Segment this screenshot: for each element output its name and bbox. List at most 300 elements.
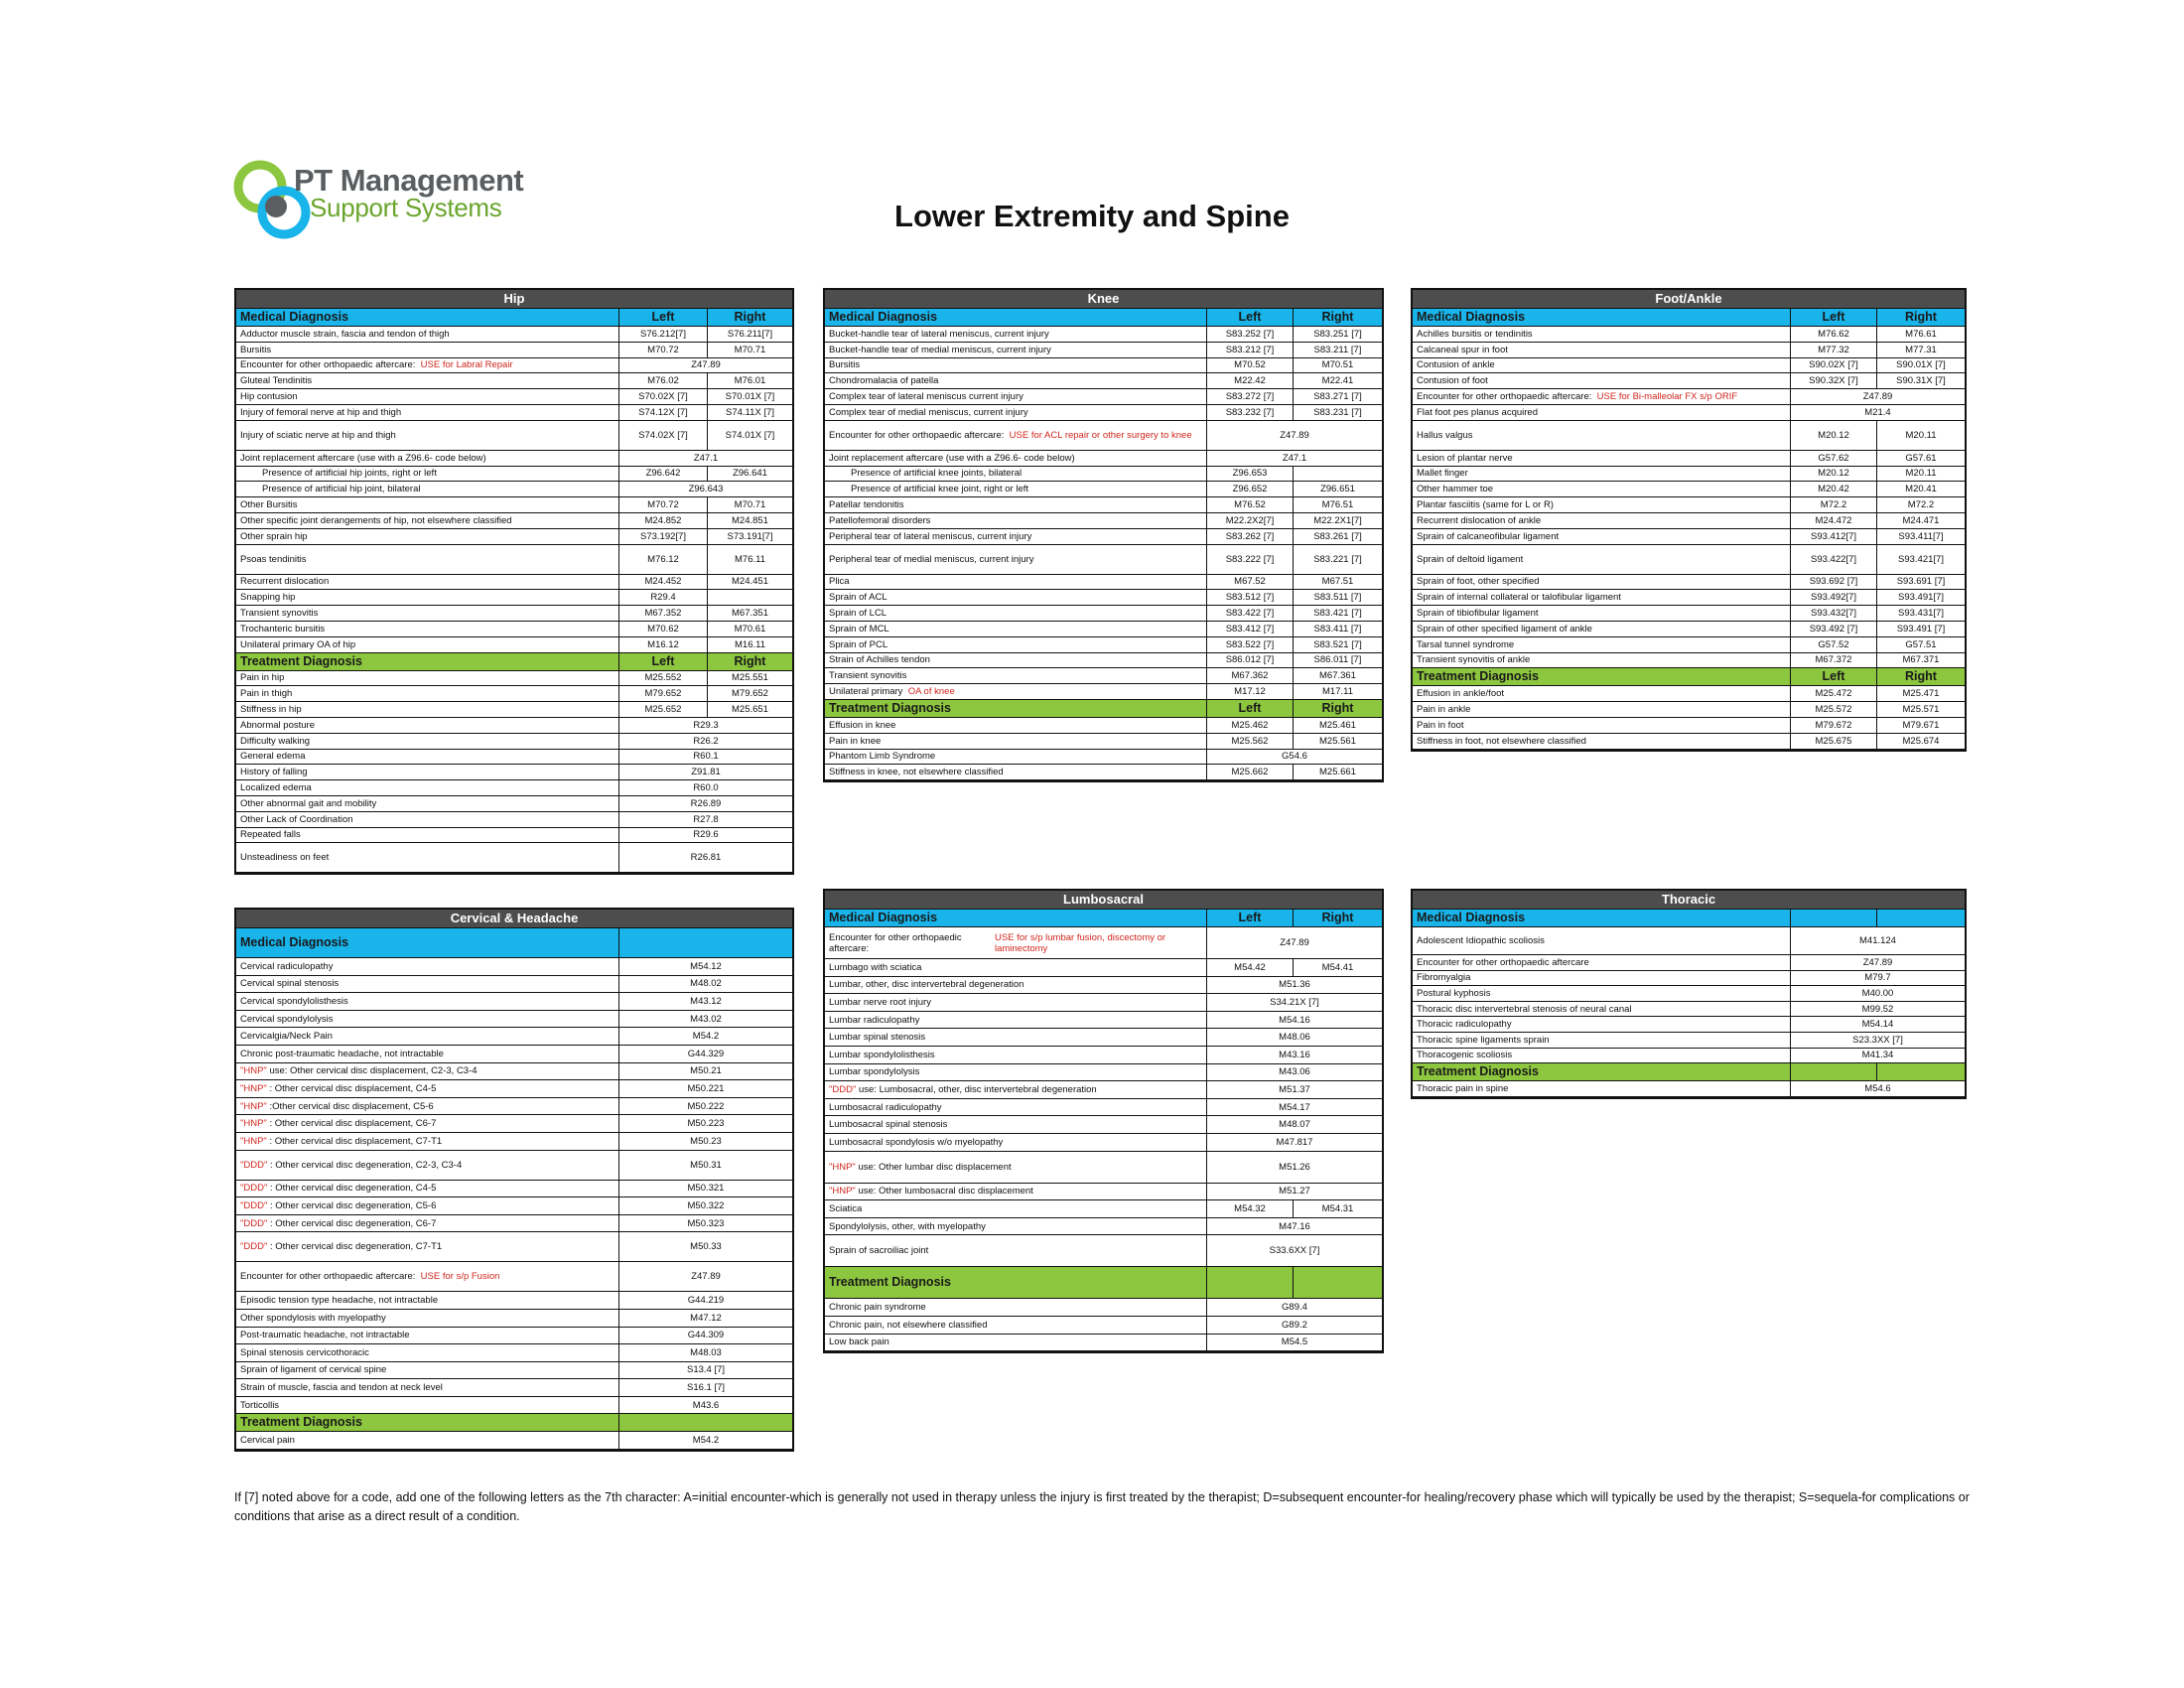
diagnosis-text: Thoracic pain in spine <box>1417 1082 1509 1094</box>
diagnosis-text: Other specific joint derangements of hip, not elsewhere classified <box>240 514 512 526</box>
diagnosis-label <box>1413 606 1791 622</box>
diagnosis-label <box>1413 451 1791 467</box>
diagnosis-text-continued: : Other cervical disc degeneration, C5-6 <box>269 1199 437 1211</box>
code-both-sides: Z47.89 <box>1207 927 1382 959</box>
diagnosis-note: "DDD" <box>240 1217 268 1229</box>
diagnosis-text: Lesion of plantar nerve <box>1417 452 1513 464</box>
diagnosis-label <box>825 590 1207 606</box>
code-right: M20.41 <box>1877 482 1965 497</box>
diagnosis-label <box>1413 575 1791 591</box>
diagnosis-label <box>236 575 619 591</box>
diagnosis-label <box>1413 343 1791 358</box>
diagnosis-text: Encounter for other orthopaedic aftercare: <box>1417 391 1592 403</box>
diagnosis-text: Calcaneal spur in foot <box>1417 344 1508 355</box>
diagnosis-label <box>236 327 619 343</box>
diagnosis-label <box>1413 482 1791 497</box>
table-header-label: Treatment Diagnosis <box>825 1267 1207 1299</box>
diagnosis-text: Lumbosacral radiculopathy <box>829 1101 942 1113</box>
diagnosis-label <box>825 668 1207 684</box>
diagnosis-text: Presence of artificial hip joint, bilateral <box>262 484 421 495</box>
diagnosis-text: Trochanteric bursitis <box>240 623 326 634</box>
diagnosis-table <box>236 309 792 873</box>
diagnosis-text: Bursitis <box>829 359 861 371</box>
code-left: S76.212[7] <box>619 327 708 343</box>
diagnosis-label <box>236 780 619 796</box>
diagnosis-text: Other abnormal gait and mobility <box>240 797 377 809</box>
diagnosis-label <box>825 1064 1207 1082</box>
code-right: S83.261 [7] <box>1294 529 1382 545</box>
code-both-sides: R29.6 <box>619 828 792 844</box>
code-right: M77.31 <box>1877 343 1965 358</box>
code-both-sides: Z96.643 <box>619 482 792 497</box>
diagnosis-label <box>1413 590 1791 606</box>
diagnosis-note: "HNP" <box>240 1118 267 1130</box>
diagnosis-note: "DDD" <box>240 1199 268 1211</box>
diagnosis-text: Cervical radiculopathy <box>240 960 334 972</box>
code-both-sides: R26.2 <box>619 734 792 750</box>
code-right: M54.31 <box>1294 1200 1382 1218</box>
code-right: S83.411 [7] <box>1294 622 1382 637</box>
code-both-sides: M43.16 <box>1207 1047 1382 1064</box>
diagnosis-label <box>1413 545 1791 575</box>
diagnosis-label <box>1413 327 1791 343</box>
code-right: M67.371 <box>1877 653 1965 669</box>
diagnosis-text: Lumbar spondylolysis <box>829 1066 920 1078</box>
code-both-sides: Z47.1 <box>1207 451 1382 467</box>
code-left: M20.12 <box>1791 467 1877 483</box>
diagnosis-label <box>236 1232 619 1262</box>
diagnosis-label <box>236 1328 619 1345</box>
diagnosis-label <box>236 796 619 812</box>
diagnosis-text: Hallus valgus <box>1417 429 1473 441</box>
diagnosis-text-continued: use: Lumbosacral, other, disc intervertebral degeneration <box>858 1083 1097 1095</box>
code-both-sides: S16.1 [7] <box>619 1379 792 1397</box>
code-left: M20.42 <box>1791 482 1877 497</box>
code-right: M76.01 <box>708 373 792 389</box>
section-title: Knee <box>825 290 1382 309</box>
diagnosis-label <box>825 718 1207 734</box>
diagnosis-text: Effusion in knee <box>829 719 896 731</box>
diagnosis-label <box>825 575 1207 591</box>
code-both-sides: M54.14 <box>1791 1017 1965 1033</box>
code-right: M70.71 <box>708 497 792 513</box>
diagnosis-label <box>825 482 1207 497</box>
diagnosis-label <box>236 421 619 451</box>
code-both-sides: G44.329 <box>619 1046 792 1063</box>
diagnosis-text: Other spondylosis with myelopathy <box>240 1312 386 1324</box>
code-left: M22.2X2[7] <box>1207 513 1294 529</box>
page-title: Lower Extremity and Spine <box>894 199 1290 233</box>
diagnosis-text: Encounter for other orthopaedic aftercare <box>1417 956 1589 968</box>
code-both-sides: G89.2 <box>1207 1317 1382 1335</box>
code-left: M16.12 <box>619 637 708 653</box>
diagnosis-text: Contusion of foot <box>1417 375 1488 387</box>
table-header-label: Medical Diagnosis <box>236 928 619 958</box>
code-right: M76.61 <box>1877 327 1965 343</box>
code-right: M70.61 <box>708 622 792 637</box>
diagnosis-text: Localized edema <box>240 782 312 794</box>
diagnosis-label <box>825 684 1207 700</box>
diagnosis-text: Strain of muscle, fascia and tendon at neck level <box>240 1382 443 1394</box>
diagnosis-text: Adolescent Idiopathic scoliosis <box>1417 935 1545 946</box>
table-header-right: Right <box>1877 668 1965 686</box>
diagnosis-text: Unsteadiness on feet <box>240 852 330 864</box>
code-left: Z96.642 <box>619 467 708 483</box>
code-both-sides: M50.23 <box>619 1133 792 1151</box>
code-right: M67.51 <box>1294 575 1382 591</box>
diagnosis-text: Recurrent dislocation <box>240 576 330 588</box>
section-title: Foot/Ankle <box>1413 290 1965 309</box>
code-both-sides: M43.06 <box>1207 1064 1382 1082</box>
table-header-left: Left <box>1207 309 1294 327</box>
code-left: M25.462 <box>1207 718 1294 734</box>
code-left: M76.02 <box>619 373 708 389</box>
code-left: M70.72 <box>619 343 708 358</box>
diagnosis-text: Cervical spondylolysis <box>240 1013 334 1025</box>
code-left: S93.412[7] <box>1791 529 1877 545</box>
diagnosis-text: Joint replacement aftercare (use with a Z96.6- code below) <box>240 452 486 464</box>
code-both-sides: G89.4 <box>1207 1299 1382 1317</box>
table-header-right: Right <box>708 309 792 327</box>
diagnosis-text: Plantar fasciitis (same for L or R) <box>1417 499 1554 511</box>
diagnosis-label <box>825 1200 1207 1218</box>
diagnosis-text: Stiffness in knee, not elsewhere classified <box>829 767 1004 778</box>
diagnosis-text: Other Lack of Coordination <box>240 813 353 825</box>
diagnosis-text: Lumbago with sciatica <box>829 961 922 973</box>
diagnosis-text-continued: use: Other lumbosacral disc displacement <box>858 1186 1033 1197</box>
code-both-sides: G54.6 <box>1207 750 1382 766</box>
diagnosis-label <box>825 1335 1207 1352</box>
code-both-sides: S34.21X [7] <box>1207 994 1382 1012</box>
diagnosis-text: Encounter for other orthopaedic aftercare: <box>829 429 1005 441</box>
code-right: M16.11 <box>708 637 792 653</box>
code-left: S90.02X [7] <box>1791 358 1877 374</box>
diagnosis-label <box>236 467 619 483</box>
diagnosis-label <box>236 1215 619 1233</box>
diagnosis-label <box>825 1012 1207 1030</box>
diagnosis-text: Transient synovitis <box>240 608 319 620</box>
diagnosis-label <box>1413 686 1791 702</box>
diagnosis-label <box>825 606 1207 622</box>
diagnosis-note: "DDD" <box>240 1241 268 1253</box>
table-header-label: Medical Diagnosis <box>825 910 1207 927</box>
code-left: M24.472 <box>1791 513 1877 529</box>
code-left: S74.12X [7] <box>619 405 708 421</box>
code-left: Z96.653 <box>1207 467 1294 483</box>
code-both-sides: M47.12 <box>619 1310 792 1328</box>
diagnosis-text: Repeated falls <box>240 829 301 841</box>
code-left: S93.492[7] <box>1791 590 1877 606</box>
code-both-sides: M50.31 <box>619 1151 792 1181</box>
diagnosis-note: "HNP" <box>240 1135 267 1147</box>
code-right: M22.2X1[7] <box>1294 513 1382 529</box>
code-both-sides: R27.8 <box>619 812 792 828</box>
diagnosis-label <box>1413 405 1791 421</box>
code-both-sides: Z47.89 <box>619 1262 792 1292</box>
diagnosis-text: Other hammer toe <box>1417 484 1494 495</box>
diagnosis-text-continued: : Other cervical disc displacement, C6-7 <box>269 1118 437 1130</box>
diagnosis-text: Thoracogenic scoliosis <box>1417 1050 1513 1061</box>
code-left: M25.472 <box>1791 686 1877 702</box>
code-right: M25.461 <box>1294 718 1382 734</box>
code-both-sides: M48.03 <box>619 1344 792 1362</box>
diagnosis-table <box>1413 309 1965 750</box>
diagnosis-text: Bursitis <box>240 344 272 355</box>
code-right: M67.361 <box>1294 668 1382 684</box>
diagnosis-text: Adductor muscle strain, fascia and tendon of thigh <box>240 328 450 340</box>
code-both-sides: M50.322 <box>619 1197 792 1215</box>
table-header-right <box>1294 1267 1382 1299</box>
diagnosis-text: Sprain of deltoid ligament <box>1417 553 1524 565</box>
table-header-label: Treatment Diagnosis <box>236 653 619 671</box>
code-both-sides: M48.02 <box>619 976 792 994</box>
code-right: S93.491 [7] <box>1877 622 1965 637</box>
code-right: S73.191[7] <box>708 529 792 545</box>
code-right: M54.41 <box>1294 959 1382 977</box>
brand-name-line1: PT Management <box>294 163 524 198</box>
code-right: S90.31X [7] <box>1877 373 1965 389</box>
diagnosis-note: "DDD" <box>829 1083 857 1095</box>
diagnosis-label <box>236 513 619 529</box>
diagnosis-text: Abnormal posture <box>240 719 315 731</box>
code-both-sides: M99.52 <box>1791 1002 1965 1018</box>
code-both-sides: M51.26 <box>1207 1152 1382 1184</box>
code-left: M79.652 <box>619 686 708 702</box>
diagnosis-text: Sprain of foot, other specified <box>1417 576 1540 588</box>
diagnosis-label <box>236 686 619 702</box>
diagnosis-text: Injury of femoral nerve at hip and thigh <box>240 406 402 418</box>
code-right: S90.01X [7] <box>1877 358 1965 374</box>
table-header-blank <box>619 1414 792 1432</box>
diagnosis-label <box>236 389 619 405</box>
code-right: S83.231 [7] <box>1294 405 1382 421</box>
diagnosis-label <box>1413 1049 1791 1064</box>
diagnosis-text: Unilateral primary <box>829 686 903 698</box>
diagnosis-text: Encounter for other orthopaedic aftercare: <box>240 1271 416 1283</box>
code-both-sides: M50.323 <box>619 1215 792 1233</box>
diagnosis-label <box>236 1362 619 1380</box>
diagnosis-text: Achilles bursitis or tendinitis <box>1417 328 1533 340</box>
code-right: S74.01X [7] <box>708 421 792 451</box>
diagnosis-label <box>236 1080 619 1098</box>
table-header-label: Treatment Diagnosis <box>1413 1063 1791 1081</box>
diagnosis-text: Complex tear of medial meniscus, current injury <box>829 406 1028 418</box>
code-right: G57.51 <box>1877 637 1965 653</box>
code-right: S83.521 [7] <box>1294 637 1382 653</box>
code-right: M22.41 <box>1294 373 1382 389</box>
diagnosis-label <box>236 590 619 606</box>
diagnosis-text: Patellofemoral disorders <box>829 514 931 526</box>
diagnosis-text: Effusion in ankle/foot <box>1417 688 1505 700</box>
diagnosis-text: Lumbar radiculopathy <box>829 1014 920 1026</box>
diagnosis-text-continued: : Other cervical disc degeneration, C4-5 <box>269 1183 437 1195</box>
diagnosis-text: Bucket-handle tear of lateral meniscus, current injury <box>829 328 1049 340</box>
diagnosis-label <box>236 451 619 467</box>
section-title: Hip <box>236 290 792 309</box>
diagnosis-label <box>825 1099 1207 1117</box>
code-both-sides: M47.817 <box>1207 1134 1382 1152</box>
diagnosis-text: Pain in ankle <box>1417 704 1471 716</box>
diagnosis-label <box>236 1181 619 1198</box>
code-left: S83.252 [7] <box>1207 327 1294 343</box>
lumbosacral-section <box>823 889 1384 1353</box>
diagnosis-text: Sprain of LCL <box>829 608 887 620</box>
diagnosis-label <box>1413 955 1791 971</box>
diagnosis-label <box>1413 358 1791 374</box>
code-left: M67.352 <box>619 606 708 622</box>
diagnosis-note: USE for Labral Repair <box>420 359 513 371</box>
diagnosis-text: Lumbar nerve root injury <box>829 996 931 1008</box>
diagnosis-label <box>825 1299 1207 1317</box>
diagnosis-text: Sprain of sacroiliac joint <box>829 1245 929 1257</box>
code-right: M25.561 <box>1294 734 1382 750</box>
diagnosis-label <box>236 765 619 780</box>
diagnosis-label <box>1413 971 1791 987</box>
diagnosis-text: Mallet finger <box>1417 468 1468 480</box>
diagnosis-label <box>236 1063 619 1081</box>
diagnosis-text: Cervical pain <box>240 1435 295 1447</box>
code-right: M25.661 <box>1294 765 1382 780</box>
code-right: M76.51 <box>1294 497 1382 513</box>
section-title: Cervical & Headache <box>236 910 792 928</box>
diagnosis-text: Cervical spinal stenosis <box>240 978 340 990</box>
table-header-right: Right <box>1294 910 1382 927</box>
code-left: S93.422[7] <box>1791 545 1877 575</box>
code-both-sides: M50.223 <box>619 1115 792 1133</box>
code-both-sides: G44.219 <box>619 1292 792 1310</box>
diagnosis-label <box>1413 513 1791 529</box>
code-left: S83.512 [7] <box>1207 590 1294 606</box>
diagnosis-label <box>236 702 619 718</box>
code-both-sides: M50.321 <box>619 1181 792 1198</box>
diagnosis-label <box>825 977 1207 995</box>
diagnosis-label <box>236 1432 619 1450</box>
diagnosis-label <box>236 1262 619 1292</box>
diagnosis-label <box>825 1152 1207 1184</box>
code-left: M70.62 <box>619 622 708 637</box>
diagnosis-text: Postural kyphosis <box>1417 987 1491 999</box>
diagnosis-label <box>236 1344 619 1362</box>
diagnosis-label <box>825 734 1207 750</box>
code-left: M79.672 <box>1791 718 1877 734</box>
diagnosis-label <box>1413 497 1791 513</box>
diagnosis-label <box>825 750 1207 766</box>
diagnosis-label <box>236 1197 619 1215</box>
diagnosis-text: Fibromyalgia <box>1417 972 1471 984</box>
diagnosis-text: Lumbar spinal stenosis <box>829 1032 926 1044</box>
diagnosis-label <box>236 828 619 844</box>
code-right: M25.551 <box>708 671 792 687</box>
table-header-left <box>1207 1267 1294 1299</box>
diagnosis-text: Sprain of MCL <box>829 623 889 634</box>
diagnosis-text: Sprain of other specified ligament of ankle <box>1417 623 1592 634</box>
code-right: M67.351 <box>708 606 792 622</box>
diagnosis-text: Sprain of ligament of cervical spine <box>240 1364 387 1376</box>
diagnosis-label <box>236 343 619 358</box>
diagnosis-label <box>825 451 1207 467</box>
code-left: G57.52 <box>1791 637 1877 653</box>
code-left: M25.562 <box>1207 734 1294 750</box>
code-both-sides: S13.4 [7] <box>619 1362 792 1380</box>
diagnosis-text: Spondylolysis, other, with myelopathy <box>829 1220 986 1232</box>
diagnosis-label <box>825 545 1207 575</box>
table-header-left: Left <box>619 653 708 671</box>
diagnosis-text-continued: :Other cervical disc displacement, C5-6 <box>269 1100 434 1112</box>
diagnosis-label <box>236 750 619 766</box>
diagnosis-text: Strain of Achilles tendon <box>829 654 930 666</box>
diagnosis-text: Sprain of ACL <box>829 592 887 604</box>
thoracic-section <box>1411 889 1967 1099</box>
table-header-label: Medical Diagnosis <box>1413 910 1791 927</box>
table-header-right: Right <box>1294 309 1382 327</box>
diagnosis-label <box>825 421 1207 451</box>
diagnosis-label <box>1413 653 1791 669</box>
diagnosis-text: Chronic post-traumatic headache, not intractable <box>240 1048 444 1059</box>
code-right: S70.01X [7] <box>708 389 792 405</box>
diagnosis-table <box>825 910 1382 1351</box>
diagnosis-note: USE for s/p lumbar fusion, discectomy or laminectomy <box>994 931 1166 954</box>
code-left: M24.852 <box>619 513 708 529</box>
diagnosis-label <box>236 1115 619 1133</box>
diagnosis-label <box>1413 421 1791 451</box>
diagnosis-text: Patellar tendonitis <box>829 499 904 511</box>
code-left: S83.212 [7] <box>1207 343 1294 358</box>
table-header-blank <box>619 928 792 958</box>
table-header-left <box>1791 910 1877 927</box>
code-both-sides: M50.21 <box>619 1063 792 1081</box>
diagnosis-text: Sciatica <box>829 1202 863 1214</box>
code-both-sides: R60.1 <box>619 750 792 766</box>
code-both-sides: G44.309 <box>619 1328 792 1345</box>
diagnosis-label <box>236 1310 619 1328</box>
diagnosis-note: "HNP" <box>240 1082 267 1094</box>
table-header-label: Medical Diagnosis <box>825 309 1207 327</box>
table-header-left <box>1791 1063 1877 1081</box>
diagnosis-label <box>1413 529 1791 545</box>
diagnosis-label <box>825 1134 1207 1152</box>
diagnosis-label <box>825 653 1207 669</box>
diagnosis-label <box>1413 1002 1791 1018</box>
section-title: Lumbosacral <box>825 891 1382 910</box>
code-left: M24.452 <box>619 575 708 591</box>
diagnosis-text: Pain in hip <box>240 672 285 684</box>
table-header-left: Left <box>1791 309 1877 327</box>
diagnosis-text: Pain in knee <box>829 735 882 747</box>
diagnosis-label <box>825 622 1207 637</box>
code-right: S86.011 [7] <box>1294 653 1382 669</box>
code-both-sides: Z47.89 <box>1791 955 1965 971</box>
code-right: M17.11 <box>1294 684 1382 700</box>
diagnosis-text: Transient synovitis <box>829 670 907 682</box>
diagnosis-text: Recurrent dislocation of ankle <box>1417 514 1542 526</box>
diagnosis-label <box>825 405 1207 421</box>
diagnosis-label <box>236 843 619 873</box>
diagnosis-label <box>236 671 619 687</box>
diagnosis-text: Post-traumatic headache, not intractable <box>240 1330 410 1341</box>
code-right: S93.411[7] <box>1877 529 1965 545</box>
code-both-sides: M41.34 <box>1791 1049 1965 1064</box>
code-right: M25.471 <box>1877 686 1965 702</box>
code-left: S83.262 [7] <box>1207 529 1294 545</box>
diagnosis-text: History of falling <box>240 767 308 778</box>
diagnosis-text: Hip contusion <box>240 391 298 403</box>
diagnosis-note: "HNP" <box>829 1161 856 1173</box>
code-both-sides: R26.89 <box>619 796 792 812</box>
diagnosis-text: Peripheral tear of medial meniscus, current injury <box>829 553 1034 565</box>
diagnosis-note: OA of knee <box>907 686 955 698</box>
code-right: M24.471 <box>1877 513 1965 529</box>
brand-name-line2: Support Systems <box>310 193 502 222</box>
